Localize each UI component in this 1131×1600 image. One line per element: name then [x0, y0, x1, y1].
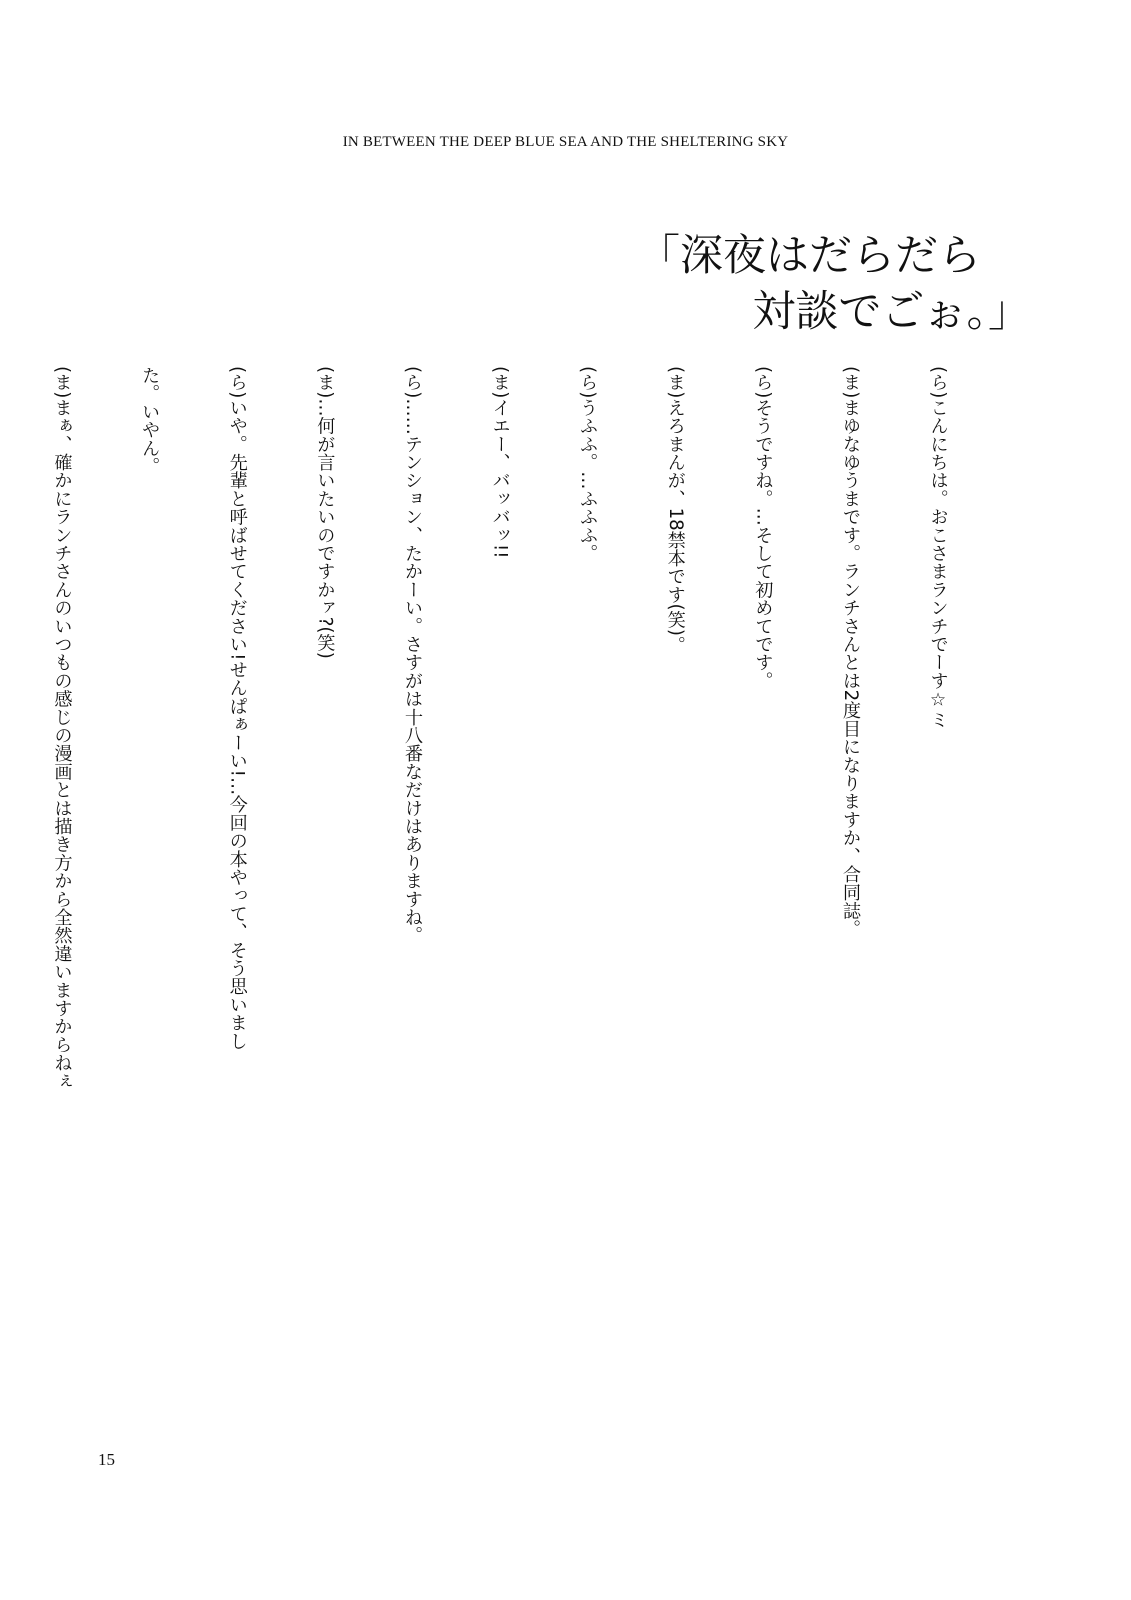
title-line-2: 対談でごぉ。」: [752, 287, 1031, 337]
dialogue-line: (ら)いや。先輩と呼ばせてください!せんぱぁーい!…今回の本やって、そう思いまし: [226, 366, 248, 1050]
dialogue-line: (ら)こんにちは。おこさまランチでーす☆ミ: [927, 366, 949, 729]
dialogue-line: た。いやん。: [139, 366, 161, 476]
dialogue-line: (ま)えろまんが、18禁本です(笑)。: [664, 366, 686, 655]
dialogue-line: (ら)……テンション、たかーい。さすがは十八番なだけはありますね。: [401, 366, 423, 945]
dialogue-line: (ら)そうですね。…そして初めてです。: [752, 366, 774, 690]
dialogue-line: (ま)イエー、バッバッ!!: [489, 366, 511, 559]
article-title: [637, 228, 1031, 340]
dialogue-text: [51, 366, 1011, 1376]
page-number: 15: [98, 1450, 115, 1469]
running-header: IN BETWEEN THE DEEP BLUE SEA AND THE SHELTERING SKY: [342, 134, 789, 150]
dialogue-line: (ま)まぁ、確かにランチさんのいつもの感じの漫画とは描き方から全然違いますからねぇ: [51, 366, 73, 1090]
dialogue-line: (ま)…何が言いたいのですかァ?(笑): [314, 366, 336, 659]
title-line-1: 「深夜はだらだら: [637, 231, 981, 281]
dialogue-line: (ま)まゆなゆうまです。ランチさんとは2度目になりますか、合同誌。: [839, 366, 861, 938]
dialogue-line: (ら)うふふ。…ふふふ。: [577, 366, 599, 563]
